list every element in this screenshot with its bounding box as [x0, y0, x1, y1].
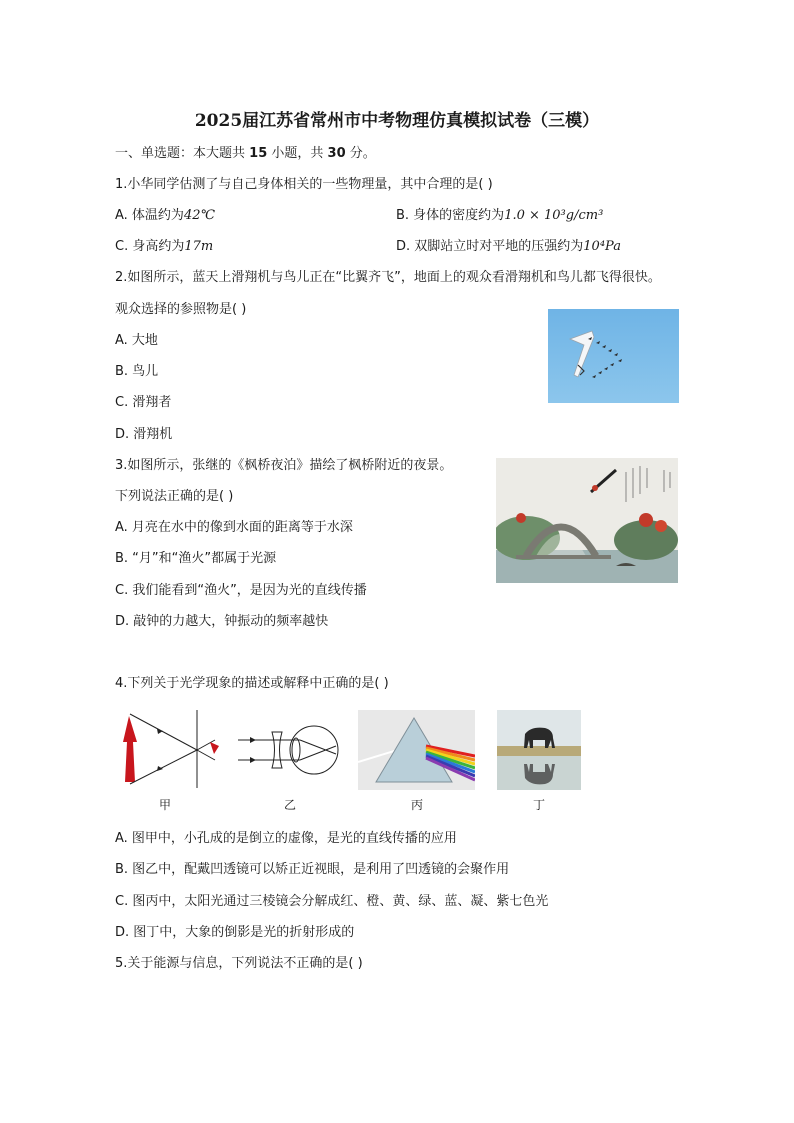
q4-option-d[interactable]: D. 图丁中，大象的倒影是光的折射形成的 — [115, 925, 355, 940]
q4-option-c[interactable]: C. 图丙中，太阳光通过三棱镜会分解成红、橙、黄、绿、蓝、凝、紫七色光 — [115, 894, 549, 909]
caption-bing: 丙 — [410, 798, 423, 812]
section-heading: 一、单选题：本大题共 15 小题，共 30 分。 — [115, 146, 376, 161]
myopia-correction-diagram — [238, 718, 340, 780]
q1-option-b[interactable]: B. 身体的密度约为1.0 × 10³g/cm³ — [396, 208, 604, 223]
q3-option-b[interactable]: B. “月”和“渔火”都属于光源 — [115, 551, 277, 566]
question-4-stem: 4.下列关于光学现象的描述或解释中正确的是( ) — [115, 676, 389, 691]
caption-jia: 甲 — [158, 798, 171, 812]
q2-option-b[interactable]: B. 鸟儿 — [115, 364, 159, 379]
question-3-stem-line1: 3.如图所示，张继的《枫桥夜泊》描绘了枫桥附近的夜景。 — [115, 458, 453, 473]
q2-option-d[interactable]: D. 滑翔机 — [115, 427, 173, 442]
maple-bridge-painting-image — [496, 458, 678, 583]
q3-option-a[interactable]: A. 月亮在水中的像到水面的距离等于水深 — [115, 520, 353, 535]
question-1-stem: 1.小华同学估测了与自己身体相关的一些物理量，其中合理的是( ) — [115, 177, 493, 192]
q2-option-c[interactable]: C. 滑翔者 — [115, 395, 172, 410]
question-5-stem: 5.关于能源与信息，下列说法不正确的是( ) — [115, 956, 363, 971]
q1-option-a[interactable]: A. 体温约为42℃ — [115, 208, 216, 223]
page-title: 2025届江苏省常州市中考物理仿真模拟试卷（三模） — [194, 111, 600, 131]
q3-option-d[interactable]: D. 敲钟的力越大，钟振动的频率越快 — [115, 614, 329, 629]
caption-ding: 丁 — [532, 798, 545, 812]
q2-option-a[interactable]: A. 大地 — [115, 333, 158, 348]
elephant-reflection-image — [497, 710, 581, 790]
q4-option-a[interactable]: A. 图甲中，小孔成的是倒立的虚像，是光的直线传播的应用 — [115, 831, 457, 846]
q1-option-d[interactable]: D. 双脚站立时对平地的压强约为10⁴Pa — [396, 239, 621, 254]
question-2-stem-line1: 2.如图所示，蓝天上滑翔机与鸟儿正在“比翼齐飞”，地面上的观众看滑翔机和鸟儿都飞得很快。 — [115, 270, 661, 285]
pinhole-imaging-diagram — [115, 708, 230, 790]
question-2-stem-line2: 观众选择的参照物是( ) — [115, 302, 247, 317]
caption-yi: 乙 — [283, 798, 296, 812]
q3-option-c[interactable]: C. 我们能看到“渔火”，是因为光的直线传播 — [115, 583, 367, 598]
q4-option-b[interactable]: B. 图乙中，配戴凹透镜可以矫正近视眼，是利用了凹透镜的会聚作用 — [115, 862, 510, 877]
question-3-stem-line2: 下列说法正确的是( ) — [115, 489, 234, 504]
q1-option-c[interactable]: C. 身高约为17m — [115, 239, 214, 254]
prism-dispersion-image — [358, 710, 475, 790]
glider-birds-image — [548, 309, 679, 403]
